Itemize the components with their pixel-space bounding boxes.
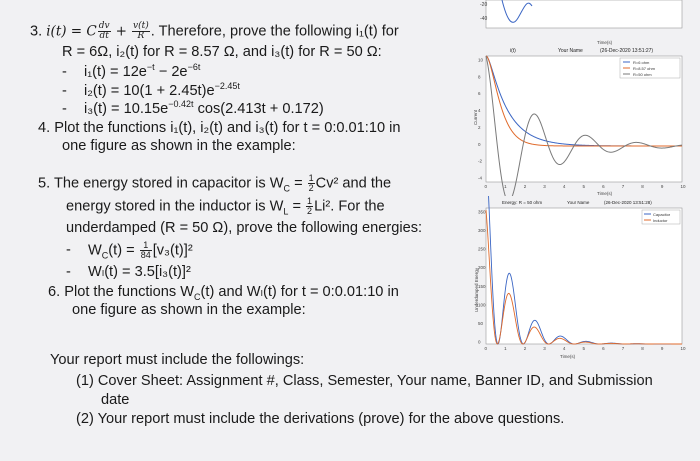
fig1-x-tick-7: 7	[621, 184, 625, 189]
q6-line2: one figure as shown in the example:	[72, 302, 306, 318]
energy-plot	[472, 196, 700, 360]
q3-frac-v-r: $\frac{v(t)}{R}$	[133, 21, 149, 41]
fig1-x-tick-9: 9	[660, 184, 664, 189]
fig1-x-tick-3: 3	[543, 184, 546, 189]
q3-eq3: - $i_3(t) = 10.15e^{-0.42t}$ cos(2.413t + 0.172)	[62, 99, 324, 117]
fig1-y-tick-3: 4	[478, 108, 481, 114]
fig2-x-tick-1: 1	[504, 346, 507, 351]
q5-eq2: - Wₗ(t) = 3.5[i₃(t)]²	[66, 264, 191, 280]
fig2-y-tick-7: 0	[478, 339, 481, 345]
fig2-y-tick-1: 300	[478, 228, 486, 234]
q3-frac-dv-dt: $\frac{dv}{dt}$	[98, 21, 110, 41]
legend-r857: R=8.57 ohm	[633, 66, 655, 71]
fig1-x-tick-6: 6	[602, 184, 605, 189]
q3-line1	[30, 22, 399, 41]
fig1-y-tick-7: -4	[478, 175, 483, 181]
report-item-2: (2) Your report must include the derivations (prove) for the above questions.	[76, 411, 565, 427]
fig2-y-tick-4: 150	[478, 283, 486, 289]
current-plot	[472, 0, 700, 196]
q5-eq1: - $W_C(t)$ = $\frac{1}{84}$ [v₃(t)]²	[66, 240, 193, 261]
fig1-y-tick-5: 0	[478, 141, 481, 147]
fig1-y-tick-4: 2	[478, 124, 481, 130]
fig2-x-tick-9: 9	[660, 346, 664, 351]
fig1-title-mid: Your Name	[558, 48, 583, 54]
fig2-x-tick-4: 4	[562, 346, 566, 351]
fig1-x-tick-10: 10	[680, 184, 686, 189]
fig2-x-tick-2: 2	[523, 346, 527, 351]
q4-line2: one figure as shown in the example:	[62, 138, 296, 154]
svg-text:-40: -40	[480, 16, 488, 22]
fig2-x-tick-8: 8	[641, 346, 644, 351]
fig2-legend	[642, 210, 680, 224]
q5-line3: underdamped (R = 50 Ω), prove the following energies:	[66, 220, 423, 236]
fig2-title-left: Energy: R = 50 ohm	[502, 200, 543, 205]
fig1-x-tick-0: 0	[484, 184, 488, 189]
fig1-x-tick-8: 8	[641, 184, 644, 189]
fig1-y-tick-1: 8	[478, 74, 481, 80]
q3-plus: +	[115, 23, 127, 40]
fig1-y-label: Current	[473, 109, 478, 125]
fig2-y-label: Underdamped Energy	[474, 267, 479, 312]
fig2-title-mid: Your Name	[567, 200, 590, 205]
fig2-y-tick-0: 350	[478, 209, 486, 215]
q3-number: 3.	[30, 23, 43, 40]
legend-capacitor: Capacitor	[653, 212, 671, 217]
fig2-x-tick-5: 5	[582, 346, 586, 351]
report-item-1: (1) Cover Sheet: Assignment #, Class, Semester, Your name, Banner ID, and Submission	[76, 373, 653, 389]
report-item-1-cont: date	[101, 392, 130, 408]
q3-eq1: - $i_1(t) = 12e^{-t} - 2e^{-6t}$	[62, 62, 201, 80]
legend-r6: R=6 ohm	[633, 60, 650, 65]
fig2-y-tick-2: 250	[478, 246, 486, 252]
fig1-x-label: Time(s)	[597, 191, 613, 196]
fig2-x-tick-6: 6	[602, 346, 605, 351]
svg-text:-20: -20	[480, 2, 488, 8]
q5-line2: energy stored in the inductor is $W_L$ = $\frac{1}{2}$ Li². For the	[66, 196, 385, 217]
report-intro: Your report must include the followings:	[50, 352, 305, 368]
fig2-y-tick-3: 200	[478, 265, 486, 271]
fig1-legend	[620, 58, 680, 78]
q3-equation-prefix: i(t) = C	[46, 23, 97, 40]
fig2-x-tick-7: 7	[621, 346, 625, 351]
fig2-x-label: Time(s)	[560, 354, 576, 359]
fig2-x-tick-3: 3	[543, 346, 546, 351]
q6-line1: 6. Plot the functions $W_C(t)$ and Wₗ(t) for t = 0:0.01:10 in	[48, 284, 399, 302]
q5-line1: 5. The energy stored in capacitor is $W_C$ = $\frac{1}{2}$ Cv² and the	[38, 173, 392, 194]
fig1-y-tick-6: -2	[478, 158, 483, 164]
top-panel-remnant	[480, 0, 682, 28]
fig1-x-tick-1: 1	[504, 184, 507, 189]
fig2-y-tick-5: 100	[478, 302, 486, 308]
fig1-x-tick-5: 5	[582, 184, 586, 189]
fig2-title-right: (26-Dec-2020 13:51:28)	[604, 200, 652, 205]
fig1-title-right: (26-Dec-2020 13:51:27)	[600, 48, 654, 54]
legend-r50: R=50 ohm	[633, 72, 652, 77]
legend-inductor: Inductor	[653, 218, 668, 223]
fig2-x-tick-10: 10	[680, 346, 686, 351]
top-time-label: Time(s)	[597, 40, 613, 45]
fig1-y-tick-0: 10	[478, 57, 484, 63]
q3-eq2: - $i_2(t) = 10(1 + 2.45t)e^{-2.45t}$	[62, 81, 240, 99]
fig1-x-tick-2: 2	[523, 184, 527, 189]
fig2-axes	[486, 208, 682, 344]
fig1-x-tick-4: 4	[562, 184, 566, 189]
q3-line2: R = 6Ω, i₂(t) for R = 8.57 Ω, and i₃(t) for R = 50 Ω:	[62, 44, 382, 60]
fig2-y-tick-6: 50	[478, 320, 484, 326]
q4-line1: 4. Plot the functions i₁(t), i₂(t) and i₃(t) for t = 0:0.01:10 in	[38, 120, 401, 136]
fig1-title-left: i(t)	[510, 48, 516, 54]
fig2-x-tick-0: 0	[484, 346, 488, 351]
q3-intro-suffix: . Therefore, prove the following i₁(t) for	[150, 23, 399, 40]
fig1-y-tick-2: 6	[478, 91, 481, 97]
